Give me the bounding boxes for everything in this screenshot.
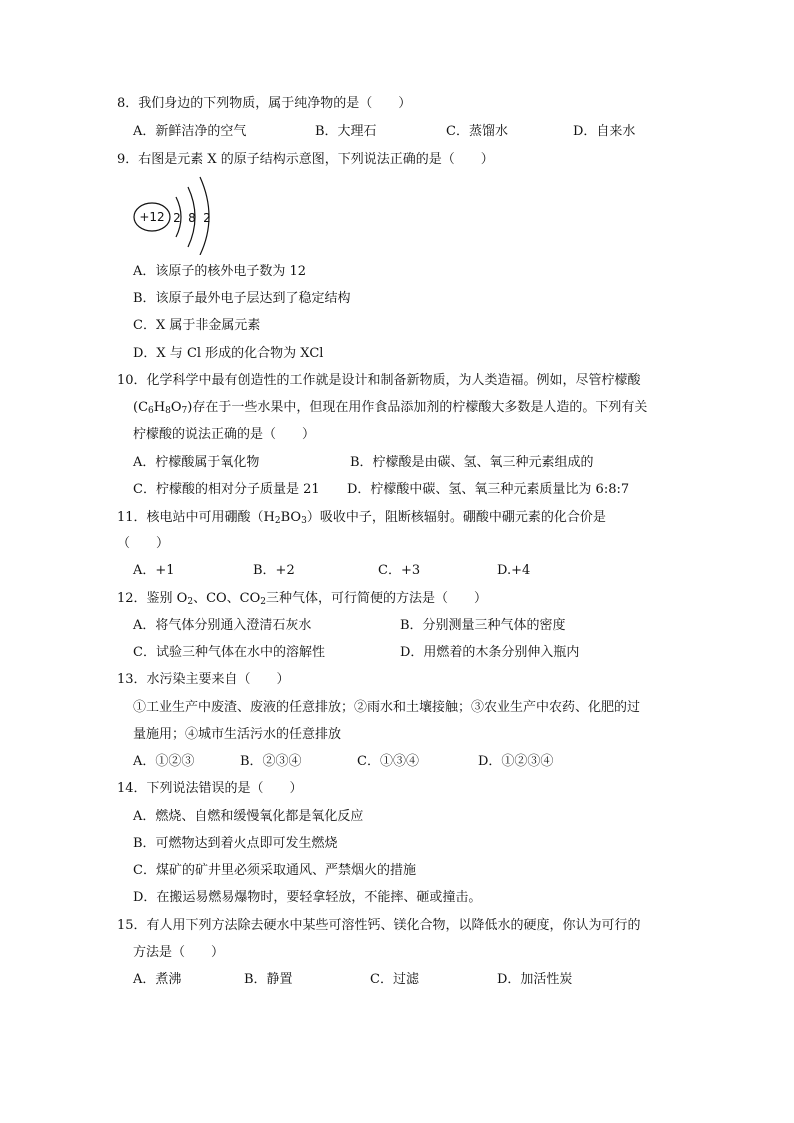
q12-option-b: B．分别测量三种气体的密度: [400, 618, 566, 633]
question-8-stem: 8．我们身边的下列物质，属于纯净物的是（ ）: [117, 96, 412, 111]
q14-option-d: D．在搬运易燃易爆物时，要轻拿轻放，不能摔、砸或撞击。: [133, 890, 482, 905]
q15-option-c: C．过滤: [370, 972, 419, 987]
q13-option-c: C．①③④: [357, 754, 419, 769]
q9-option-a: A．该原子的核外电子数为 12: [133, 264, 307, 279]
q15-option-d: D．加活性炭: [497, 972, 573, 987]
question-15-stem-line2: 方法是（ ）: [133, 945, 225, 960]
question-13-detail-line1: ①工业生产中废渣、废液的任意排放；②雨水和土壤接触；③农业生产中农药、化肥的过: [133, 700, 641, 715]
shell-1-electrons: 2: [173, 211, 181, 225]
question-14-stem: 14．下列说法错误的是（ ）: [117, 781, 303, 796]
q10-option-a: A．柠檬酸属于氧化物: [133, 455, 260, 470]
q15-option-b: B．静置: [244, 972, 293, 987]
question-10-stem-line3: 柠檬酸的说法正确的是（ ）: [133, 427, 316, 442]
q9-option-d: D．X 与 Cl 形成的化合物为 XCl: [133, 346, 324, 361]
q14-option-c: C．煤矿的矿井里必须采取通风、严禁烟火的措施: [133, 863, 416, 878]
question-12-stem: 12．鉴别 $O_2$、CO、$CO_2$三种气体，可行简便的方法是（ ）: [117, 591, 488, 607]
q8-option-a: A．新鲜洁净的空气: [133, 124, 247, 139]
q10-option-d: D．柠檬酸中碳、氢、氧三种元素质量比为 6:8:7: [347, 482, 630, 497]
q15-option-a: A．煮沸: [133, 972, 182, 987]
question-15-stem-line1: 15．有人用下列方法除去硬水中某些可溶性钙、镁化合物，以降低水的硬度，你认为可行的: [117, 918, 641, 933]
q9-option-c: C．X 属于非金属元素: [133, 318, 261, 333]
q11-option-c: C．+3: [378, 563, 421, 578]
q8-option-c: C．蒸馏水: [446, 124, 508, 139]
q13-option-a: A．①②③: [133, 754, 195, 769]
q14-option-a: A．燃烧、自燃和缓慢氧化都是氧化反应: [133, 809, 364, 824]
question-10-stem-line2: $(C_6H_8O_7)$存在于一些水果中，但现在用作食品添加剂的柠檬酸大多数是人造的。下列有关: [133, 400, 648, 416]
shell-3-electrons: 2: [203, 211, 211, 225]
question-13-stem: 13．水污染主要来自（ ）: [117, 672, 290, 687]
q10-option-c: C．柠檬酸的相对分子质量是 21: [133, 482, 320, 497]
q9-option-b: B．该原子最外电子层达到了稳定结构: [133, 291, 351, 306]
question-9-stem: 9．右图是元素 X 的原子结构示意图，下列说法正确的是（ ）: [117, 152, 494, 167]
q13-option-d: D．①②③④: [478, 754, 554, 769]
q12-option-c: C．试验三种气体在水中的溶解性: [133, 645, 325, 660]
question-11-stem: 11．核电站中可用硼酸$(H_2BO_3)$吸收中子，阻断核辐射。硼酸中硼元素的化合价是: [117, 510, 606, 526]
q13-option-b: B．②③④: [240, 754, 302, 769]
q11-option-a: A．+1: [133, 563, 175, 578]
question-10-stem-line1: 10．化学科学中最有创造性的工作就是设计和制备新物质，为人类造福。例如，尽管柠檬酸: [117, 373, 641, 388]
q12-option-a: A．将气体分别通入澄清石灰水: [133, 618, 312, 633]
q8-option-b: B．大理石: [315, 124, 377, 139]
q10-option-b: B．柠檬酸是由碳、氢、氧三种元素组成的: [350, 455, 594, 470]
q14-option-b: B．可燃物达到着火点即可发生燃烧: [133, 836, 338, 851]
q11-option-d: D.+4: [497, 563, 531, 578]
question-11-stem-line2: （ ）: [117, 536, 170, 551]
q8-option-d: D．自来水: [573, 124, 636, 139]
shell-2-electrons: 8: [188, 211, 196, 225]
q12-option-d: D．用燃着的木条分别伸入瓶内: [400, 645, 580, 660]
atomic-structure-diagram: [130, 175, 220, 255]
q11-option-b: B．+2: [253, 563, 295, 578]
nucleus-charge: +12: [139, 210, 165, 224]
question-13-detail-line2: 量施用；④城市生活污水的任意排放: [133, 727, 342, 742]
